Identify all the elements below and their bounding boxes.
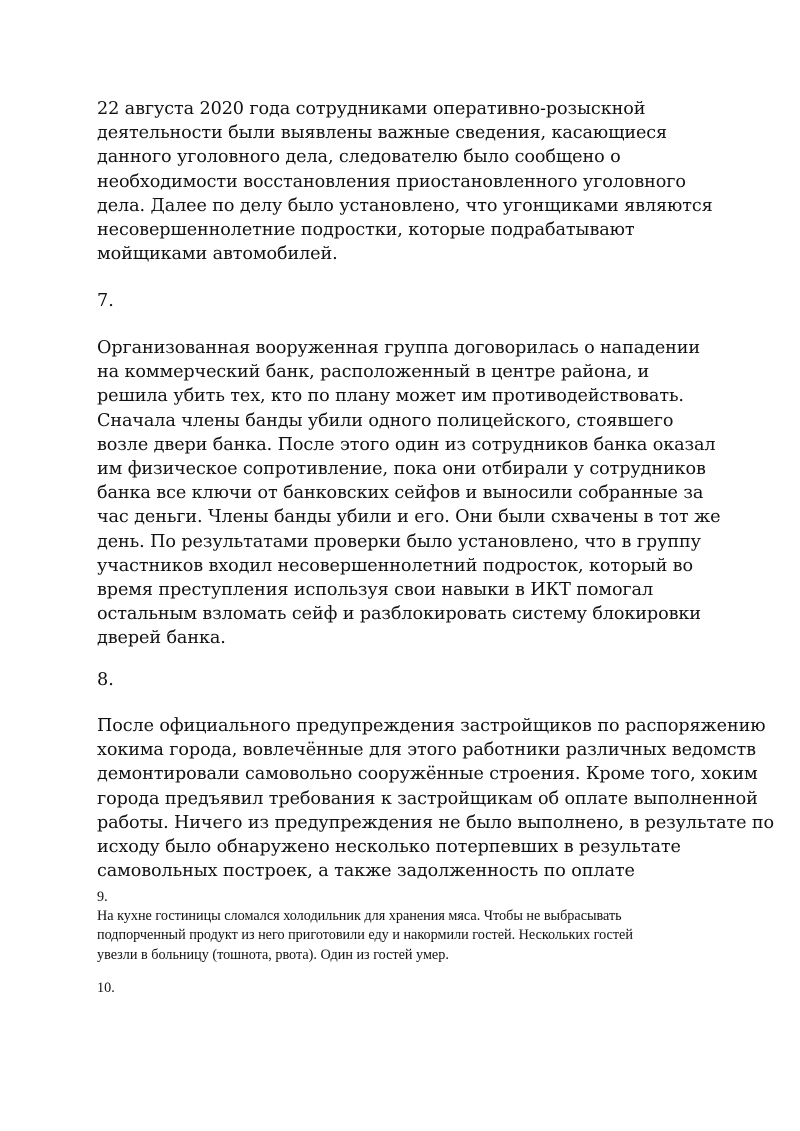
text-line: увезли в больницу (тошнота, рвота). Один из гостей умер. xyxy=(97,946,449,963)
text-line: банка все ключи от банковских сейфов и выносили собранные за xyxy=(97,483,704,504)
text-line: Сначала члены банды убили одного полицейского, стоявшего xyxy=(97,410,674,431)
text-line: На кухне гостиницы сломался холодильник для хранения мяса. Чтобы не выбрасывать xyxy=(97,908,622,924)
text-line: подпорченный продукт из него приготовили еду и накормили гостей. Нескольких гостей xyxy=(97,927,633,944)
text-line: день. По результатами проверки было установлено, что в группу xyxy=(97,531,701,552)
text-line: деятельности были выявлены важные сведения, касающиеся xyxy=(97,123,668,144)
case-number-8: 8. xyxy=(97,670,114,690)
text-line: дверей банка. xyxy=(97,628,226,649)
text-line: самовольных построек, а также задолженность по оплате xyxy=(97,861,635,882)
text-line: час деньги. Члены банды убили и его. Они были схвачены в тот же xyxy=(97,507,721,528)
text-line: города предъявил требования к застройщикам об оплате выполненной xyxy=(97,788,758,809)
text-line: решила убить тех, кто по плану может им противодействовать. xyxy=(97,386,684,407)
paragraph-case-7 xyxy=(97,336,720,651)
paragraph-case-6-continuation xyxy=(97,97,713,266)
text-line: несовершеннолетние подростки, которые подрабатывают xyxy=(97,220,635,241)
text-line: им физическое сопротивление, пока они отбирали у сотрудников xyxy=(97,459,706,480)
text-line: дела. Далее по делу было установлено, что угонщиками являются xyxy=(97,195,713,216)
text-line: на коммерческий банк, расположенный в центре района, и xyxy=(97,362,650,383)
text-line: работы. Ничего из предупреждения не было выполнено, в результате по xyxy=(97,812,775,833)
text-line: возле двери банка. После этого один из сотрудников банка оказал xyxy=(97,434,716,455)
text-line: После официального предупреждения застройщиков по распоряжению xyxy=(97,716,766,736)
case-number-7: 7. xyxy=(97,291,114,311)
case-number-10: 10. xyxy=(97,980,115,996)
paragraph-case-9 xyxy=(97,907,633,965)
text-line: время преступления используя свои навыки в ИКТ помогал xyxy=(97,580,654,601)
text-line: исходу было обнаружено несколько потерпевших в результате xyxy=(97,837,681,858)
case-number-9: 9. xyxy=(97,889,108,905)
text-line: Организованная вооруженная группа договорилась о нападении xyxy=(97,338,701,358)
text-line: данного уголовного дела, следователю было сообщено о xyxy=(97,147,621,168)
paragraph-case-8 xyxy=(97,714,774,883)
text-line: необходимости восстановления приостановленного уголовного xyxy=(97,171,686,192)
text-line: 22 августа 2020 года сотрудниками оперативно-розыскной xyxy=(97,99,646,119)
text-line: участников входил несовершеннолетний подросток, который во xyxy=(97,555,693,576)
text-line: остальным взломать сейф и разблокировать систему блокировки xyxy=(97,604,701,625)
text-line: мойщиками автомобилей. xyxy=(97,244,338,265)
text-line: демонтировали самовольно сооружённые строения. Кроме того, хоким xyxy=(97,764,758,785)
text-line: хокима города, вовлечённые для этого работники различных ведомств xyxy=(97,740,756,761)
